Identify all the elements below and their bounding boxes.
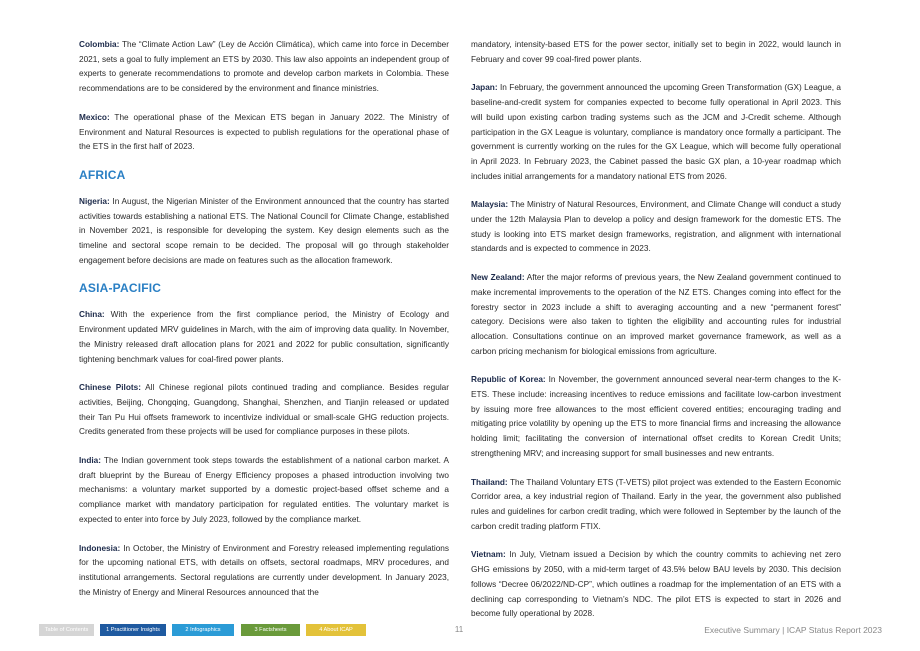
paragraph-text: In February, the government announced the upcoming Green Transformation (GX) League, a baseline-and-credit system for companies expected to become fully operational in April 2023. This will build upon existing carbon trading systems such as the JCM and J-Credit scheme. Although participation in the GX League is voluntary, compliance is mandatory once formally a participant. The government is currently working on the rules for the GX League, which will become fully operational in April 2023. In February 2023, the Cabinet passed the basic GX plan, a 10-year roadmap which includes initial arrangements for a mandatory national ETS from 2026. <box>471 83 841 181</box>
paragraph-china <box>79 308 449 367</box>
paragraph-text: With the experience from the first compliance period, the Ministry of Ecology and Environment updated MRV guidelines in March, with the aim of improving data quality. In November, the Ministry released draft allocation plans for 2021 and 2022 for public consultation, significantly tightening benchmark values for coal-fired power plants. <box>79 310 449 364</box>
paragraph-text: In July, Vietnam issued a Decision by which the country commits to achieving net zero GHG emissions by 2050, with a mid-term target of 43.5% below BAU levels by 2030. This decision follows “Decree 06/2022/ND-CP”, which outlines a roadmap for the implementation of an ETS with a declining cap corresponding to Vietnam’s NDC. The pilot ETS is expected to start in 2026 and become fully operational by 2028. <box>471 550 841 619</box>
country-label: Chinese Pilots: <box>79 383 141 393</box>
nav-factsheets-button[interactable]: 3 Factsheets <box>241 624 300 636</box>
paragraph-korea <box>471 373 841 461</box>
country-label: Thailand: <box>471 477 508 487</box>
page-number: 11 <box>454 625 464 634</box>
country-label: India: <box>79 456 101 466</box>
paragraph-colombia <box>79 38 449 97</box>
paragraph-malaysia <box>471 198 841 257</box>
paragraph-text: The “Climate Action Law” (Ley de Acción Climática), which came into force in December 2021, sets a goal to fully implement an ETS by 2030. This law also appoints an independent group of experts to generate recommendations to promote and develop carbon markets in Colombia. These recommendations are to be considered by the environment and finance ministries. <box>79 40 449 94</box>
country-label: Mexico: <box>79 112 110 122</box>
country-label: Colombia: <box>79 40 120 49</box>
country-label: Nigeria: <box>79 196 110 206</box>
paragraph-text: In August, the Nigerian Minister of the Environment announced that the country has started activities towards establishing a national ETS. The National Council for Climate Change, established in November 2021, is responsible for developing the system. Key design elements such as the timeline and sectoral scope remain to be decided. The proposal will go through stakeholder engagement before decisions are made on features such as the allocation framework. <box>79 196 449 265</box>
paragraph-new-zealand <box>471 271 841 359</box>
country-label: Malaysia: <box>471 200 509 210</box>
paragraph-nigeria <box>79 195 449 269</box>
paragraph-text: The Indian government took steps towards the establishment of a national carbon market. A draft blueprint by the Bureau of Energy Efficiency proposes a phased introduction involving two mechanisms: a voluntary market supported by a domestic project-based offset scheme and a compliance market with mandatory participation for regulated entities. The voluntary market is expected to enter into force by July 2023, followed by the compliance market. <box>79 456 449 524</box>
paragraph-text: The operational phase of the Mexican ETS began in January 2022. The Ministry of Environment and Natural Resources is expected to publish regulations for the operational phase of the ETS in the first half of 2023. <box>79 112 449 152</box>
nav-practitioner-insights-button[interactable]: 1 Practitioner Insights <box>100 624 166 636</box>
nav-about-icap-button[interactable]: 4 About ICAP <box>306 624 366 636</box>
paragraph-chinese-pilots <box>79 381 449 440</box>
paragraph-indonesia-continued: mandatory, intensity-based ETS for the power sector, initially set to begin in 2022, would launch in February and cover 99 coal-fired power plants. <box>471 40 841 64</box>
country-label: China: <box>79 310 105 320</box>
country-label: Japan: <box>471 83 498 93</box>
country-label: Indonesia: <box>79 543 121 553</box>
paragraph-text: The Thailand Voluntary ETS (T-VETS) pilot project was extended to the Eastern Economic Corridor area, a key industrial region of Thailand. Early in the year, the government also published rules and guidelines for carbon credit trading, which were followed in September by the launch of the carbon credit trading platform FTIX. <box>471 477 841 531</box>
paragraph-text: In November, the government announced several near-term changes to the K-ETS. These include: increasing incentives to reduce emissions and facilitate low-carbon investment by issuing more free allowances to the most efficient covered entities; encouraging trading and mitigating price volatility by opening up the ETS to more financial firms and increasing the allowance holding limit; facilitating the conversion of international offset credits to Korean Credit Units; strengthening MRV; and increasing support for small businesses and new entrants. <box>471 375 841 458</box>
paragraph-text: In October, the Ministry of Environment and Forestry released implementing regulations for the upcoming national ETS, with details on offsets, sectoral roadmaps, MRV procedures, and institutional arrangements. Sectoral regulations are currently under development. In January 2023, the Ministry of Energy and Mineral Resources announced that the <box>79 543 449 597</box>
paragraph-japan <box>471 81 841 184</box>
paragraph-thailand <box>471 476 841 535</box>
paragraph-indonesia <box>79 542 449 601</box>
nav-table-of-contents-button[interactable]: Table of Contents <box>39 624 94 636</box>
paragraph-mexico <box>79 111 449 155</box>
country-label: Vietnam: <box>471 550 506 560</box>
country-label: New Zealand: <box>471 273 525 283</box>
paragraph-india <box>79 454 449 528</box>
section-heading-asia-pacific: ASIA-PACIFIC <box>79 281 162 296</box>
paragraph-vietnam <box>471 548 841 622</box>
paragraph-text: After the major reforms of previous years, the New Zealand government continued to make incremental improvements to the operation of the NZ ETS. Changes coming into effect for the forestry sector in 2023 include a shift to averaging accounting and a new “permanent forest” category. Decisions were also taken to tighten the eligibility and accounting rules for industrial allocation. Consultations continue on an improved market governance framework, as well as a carbon pricing mechanism for biological emissions from agriculture. <box>471 273 841 356</box>
left-column <box>79 38 449 614</box>
section-heading-africa: AFRICA <box>79 167 126 182</box>
paragraph-text: All Chinese regional pilots continued trading and compliance. Besides regular activities, Beijing, Chongqing, Guangdong, Shanghai, Shenzhen, and Tianjin released or updated their Tan Pu Hui offsets framework to incentivize individual or small-scale GHG reduction projects. Credits generated from these projects will be used for compliance purposes in these pilots. <box>79 383 449 437</box>
nav-infographics-button[interactable]: 2 Infographics <box>172 624 234 636</box>
right-column <box>471 38 841 636</box>
country-label: Republic of Korea: <box>471 375 546 385</box>
paragraph-text: The Ministry of Natural Resources, Environment, and Climate Change will conduct a study under the 12th Malaysia Plan to develop a policy and design framework for the domestic ETS. The study is looking into ETS market design frameworks, registration, and alignment with international standards and is expected to commence in 2023. <box>471 200 841 254</box>
footer-title: Executive Summary | ICAP Status Report 2023 <box>704 625 882 635</box>
